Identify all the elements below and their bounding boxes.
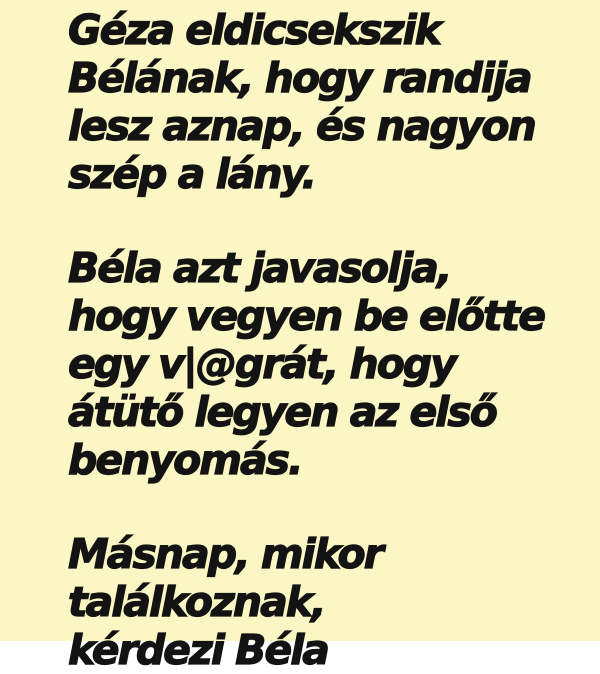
joke-paragraph-1 [68, 6, 580, 198]
joke-paragraph-3 [68, 530, 580, 674]
joke-paragraph-2 [68, 244, 580, 484]
joke-line: hogy vegyen be előtte [68, 292, 545, 340]
joke-line: Bélának, hogy randija [68, 54, 531, 102]
joke-line: egy v|@grát, hogy [68, 340, 455, 388]
joke-line: átütő legyen az első [68, 388, 496, 436]
joke-line: találkoznak, [68, 578, 325, 626]
joke-line: Béla azt javasolja, [68, 244, 451, 292]
joke-line: benyomás. [68, 436, 302, 484]
joke-line: szép a lány. [68, 150, 316, 198]
joke-line-clipped: kérdezi Béla [68, 626, 328, 674]
joke-line: Géza eldicsekszik [68, 6, 440, 54]
joke-line: Másnap, mikor [68, 530, 382, 578]
joke-line: lesz aznap, és nagyon [68, 102, 535, 150]
